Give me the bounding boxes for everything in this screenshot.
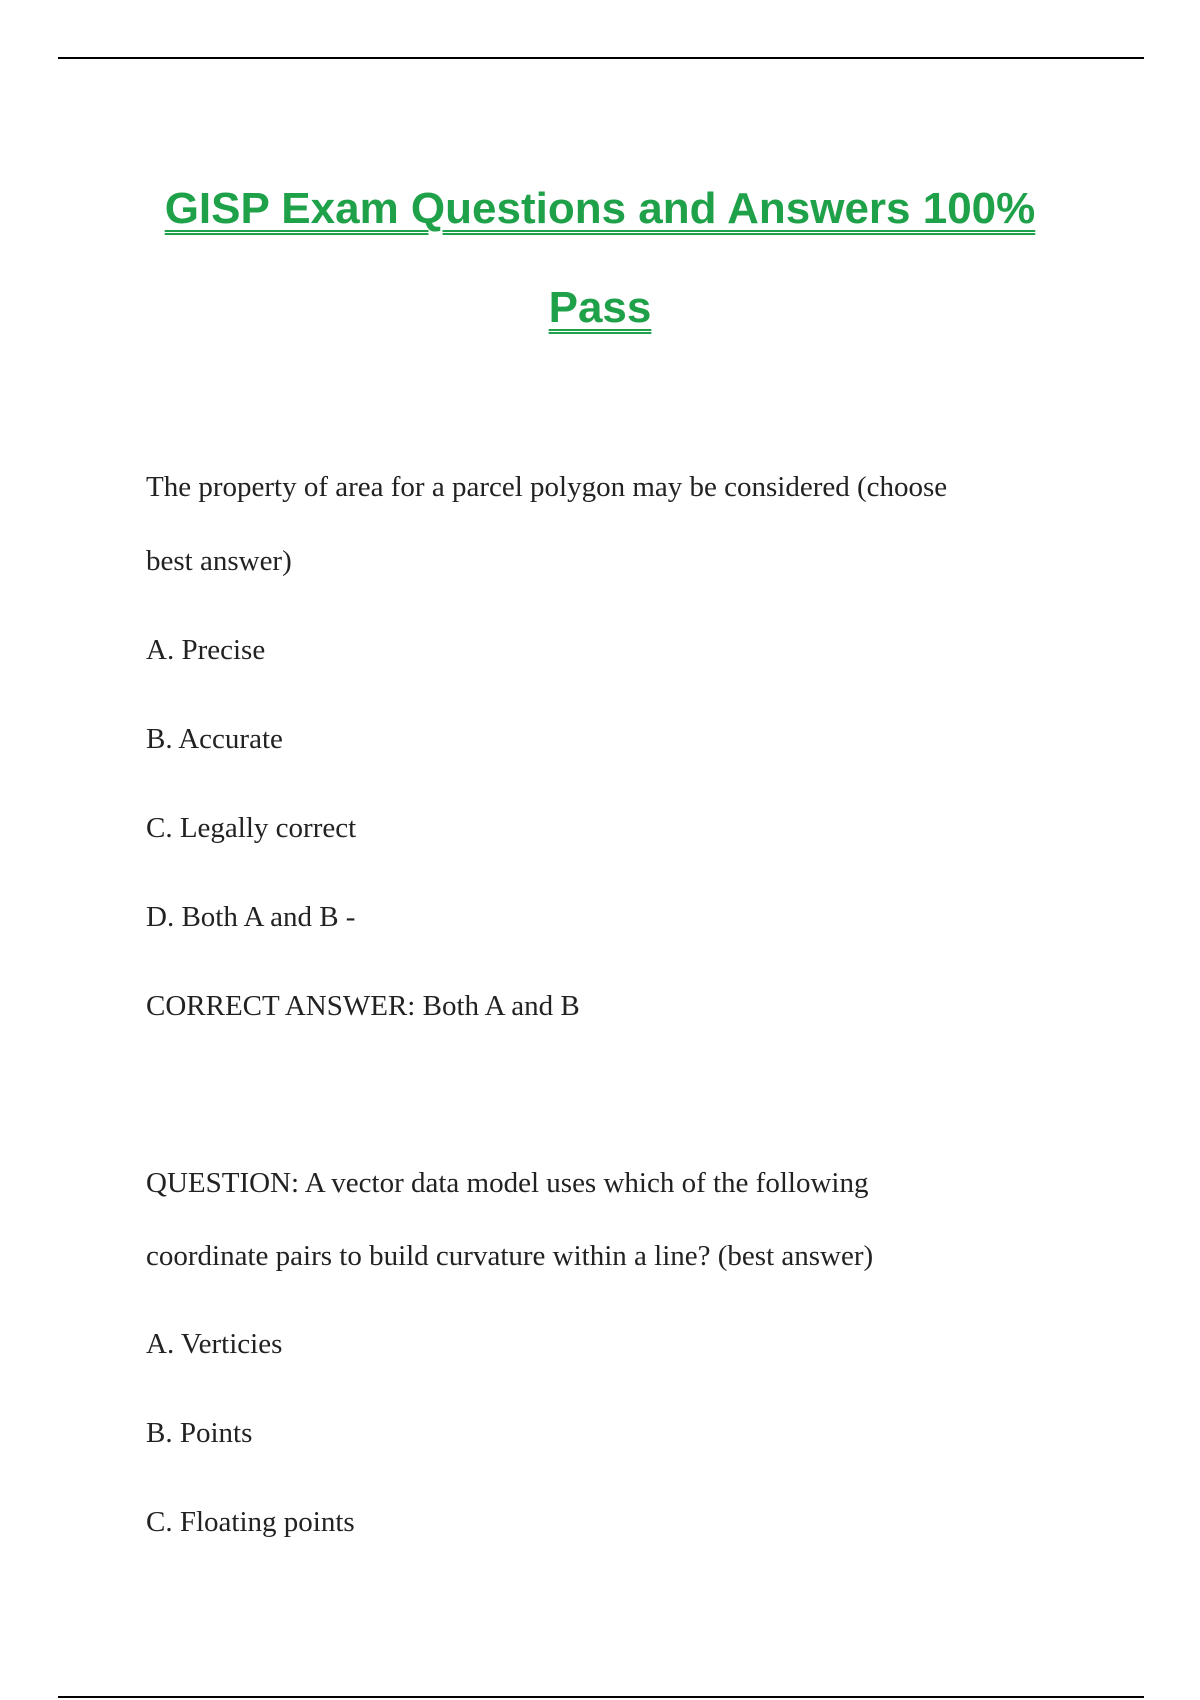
document-title-continued: [0, 283, 1200, 333]
title-line-2: Pass: [548, 283, 652, 332]
title-line-1: GISP Exam Questions and Answers 100%: [164, 184, 1036, 233]
document-title: [0, 184, 1200, 234]
question-2-option-b: B. Points: [146, 1417, 253, 1449]
question-1-stem-line-2: best answer): [146, 545, 292, 577]
question-2-option-c: C. Floating points: [146, 1506, 355, 1538]
question-1-option-c: C. Legally correct: [146, 812, 357, 844]
question-1-option-b: B. Accurate: [146, 723, 283, 755]
header-rule: [58, 57, 1144, 59]
question-1-correct-answer: CORRECT ANSWER: Both A and B: [146, 990, 580, 1022]
question-1-stem-line-1: The property of area for a parcel polygon may be considered (choose: [146, 471, 948, 503]
question-1-option-a: A. Precise: [146, 634, 266, 666]
question-2-stem-line-1: QUESTION: A vector data model uses which of the following: [146, 1167, 869, 1199]
footer-rule: [58, 1696, 1144, 1698]
question-1-option-d: D. Both A and B -: [146, 901, 356, 933]
question-2-stem-line-2: coordinate pairs to build curvature within a line? (best answer): [146, 1240, 874, 1272]
question-2-option-a: A. Verticies: [146, 1328, 283, 1360]
